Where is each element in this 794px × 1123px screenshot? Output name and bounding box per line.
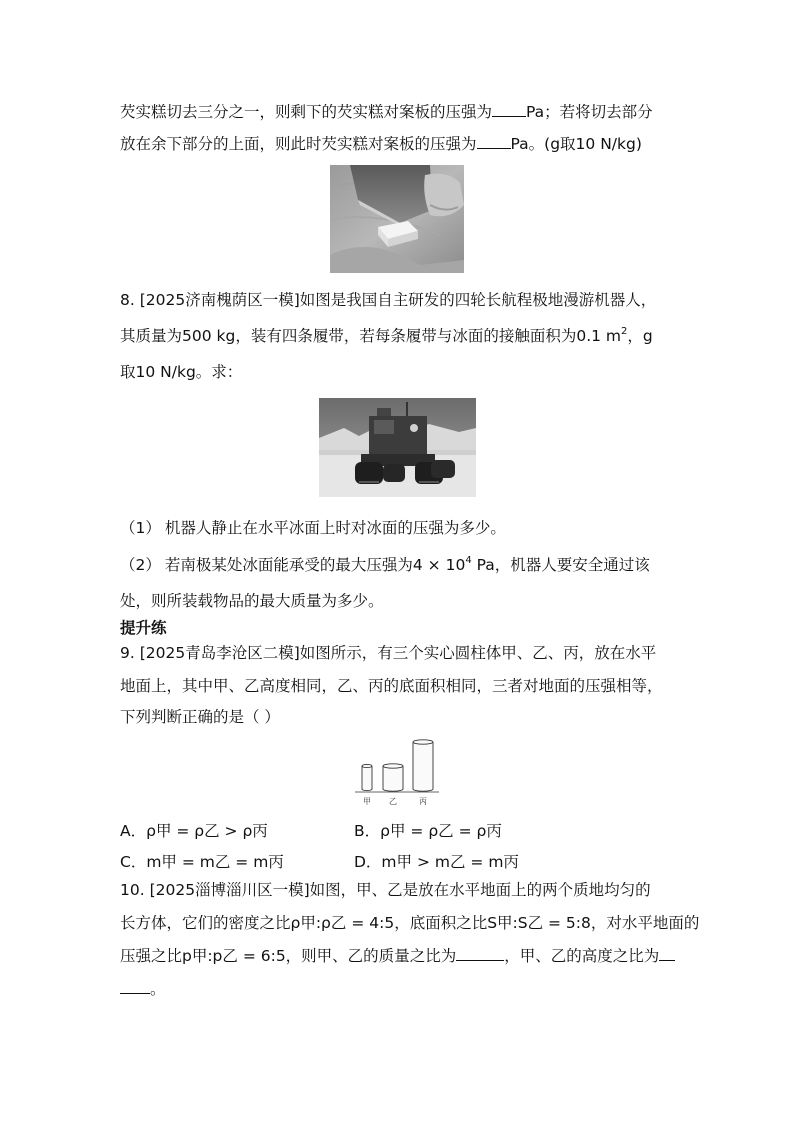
q10-text-4: 。 [150, 980, 166, 998]
q10-line-2: 长方体，它们的密度之比ρ甲:ρ乙 = 4:5，底面积之比S甲:S乙 = 5:8，对水平地面的 [120, 914, 700, 932]
q10-answer-blank-2b[interactable] [120, 979, 150, 994]
polar-robot-image [319, 398, 476, 497]
q8-sub1-text: 机器人静止在水平冰面上时对冰面的压强为多少。 [164, 519, 506, 537]
cake-cutting-image [330, 165, 464, 273]
q8-line-2 [120, 326, 653, 346]
q8-line-3: 取10 N/kg。求： [120, 363, 243, 381]
q7-line-1 [120, 102, 653, 122]
q8-text-2b: ，g [627, 327, 653, 345]
q7-text-1a: 芡实糕切去三分之一，则剩下的芡实糕对案板的压强为 [120, 103, 493, 121]
cylinder-label-jia: 甲 [363, 797, 371, 806]
q8-line-1: 8. [2025济南槐荫区一模]如图是我国自主研发的四轮长航程极地漫游机器人， [120, 291, 657, 309]
q7-text-2a: 放在余下部分的上面，则此时芡实糕对案板的压强为 [120, 135, 477, 153]
q8-sub2-text-b: Pa，机器人要安全通过该 [471, 556, 650, 574]
q9-line-3: 下列判断正确的是（ ） [120, 708, 280, 726]
q9-option-a[interactable]: A．ρ甲 = ρ乙 > ρ丙 [120, 822, 268, 840]
cylinder-label-bing: 丙 [419, 797, 427, 806]
q8-sub2-number: （2） [120, 556, 161, 574]
q10-text-3b: ，甲、乙的高度之比为 [504, 947, 660, 965]
q10-answer-blank-2a[interactable] [659, 946, 675, 961]
q10-answer-blank-1[interactable] [456, 946, 504, 961]
q10-line-3 [120, 946, 675, 966]
cylinders-figure [355, 738, 439, 808]
q8-subquestion-1 [120, 518, 506, 538]
q9-option-d[interactable]: D．m甲 > m乙 = m丙 [354, 853, 519, 871]
q7-text-2b: Pa。(g取10 N/kg) [510, 135, 642, 153]
q9-option-c[interactable]: C．m甲 = m乙 = m丙 [120, 853, 284, 871]
q7-answer-blank-1[interactable] [492, 102, 526, 117]
section-title: 提升练 [120, 619, 167, 637]
q8-sub1-number: （1） [120, 519, 161, 537]
q8-sub2-text-a: 若南极某处冰面能承受的最大压强为4 × 10 [164, 556, 466, 574]
q8-sub2-superscript: 4 [465, 555, 472, 566]
cake-cutting-photo [330, 165, 464, 273]
q7-line-2 [120, 134, 642, 154]
cylinders-diagram [355, 738, 439, 808]
q9-option-b[interactable]: B．ρ甲 = ρ乙 = ρ丙 [354, 822, 502, 840]
q7-answer-blank-2[interactable] [477, 134, 511, 149]
q7-text-1b: Pa；若将切去部分 [526, 103, 653, 121]
q9-line-1: 9. [2025青岛李沧区二模]如图所示，有三个实心圆柱体甲、乙、丙，放在水平 [120, 644, 657, 662]
q8-text-2a: 其质量为500 kg，装有四条履带，若每条履带与冰面的接触面积为0.1 m [120, 327, 622, 345]
cylinder-label-yi: 乙 [389, 797, 397, 806]
q8-subquestion-2-line-2: 处，则所装载物品的最大质量为多少。 [120, 592, 384, 610]
q10-line-1: 10. [2025淄博淄川区一模]如图，甲、乙是放在水平地面上的两个质地均匀的 [120, 881, 651, 899]
q10-text-3a: 压强之比p甲:p乙 = 6:5，则甲、乙的质量之比为 [120, 947, 457, 965]
q10-line-4 [120, 979, 166, 999]
q9-line-2: 地面上，其中甲、乙高度相同，乙、丙的底面积相同，三者对地面的压强相等， [120, 677, 663, 695]
q8-superscript-2: 2 [621, 326, 628, 337]
q8-subquestion-2 [120, 555, 650, 575]
polar-robot-photo [319, 398, 476, 497]
